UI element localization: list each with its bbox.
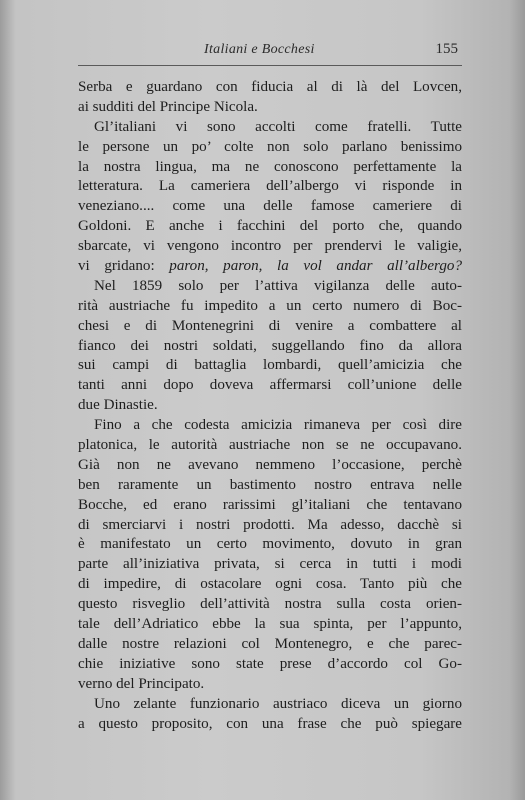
line-text: di smerciarvi i nostri prodotti. Ma adesso, dacchè si [78,516,462,533]
text-line [78,98,462,118]
line-text: la nostra lingua, ma ne conoscono perfettamente la [78,158,462,175]
line-text: Bocche, ed erano rarissimi gl’italiani che tentavano [78,496,462,513]
text-line [78,715,462,735]
text-line [78,675,462,695]
running-title: Italiani e Bocchesi [204,42,315,57]
text-line [78,655,462,675]
page-header [78,40,462,62]
line-text: letteratura. La cameriera dell’albergo vi risponde in [78,178,462,195]
text-line [78,356,462,376]
text-line [78,317,462,337]
line-text: veneziano.... come una delle famose cameriere di [78,198,462,215]
line-text: tanti anni dopo doveva affermarsi coll’unione delle [78,377,462,394]
text-line [78,197,462,217]
text-line [78,158,462,178]
text-line [78,535,462,555]
text-line [78,237,462,257]
text-line [78,138,462,158]
text-line [78,118,462,138]
line-text: ai sudditi del Principe Nicola. [78,98,258,115]
page-number: 155 [435,41,458,57]
text-line [78,376,462,396]
text-line [78,476,462,496]
line-text: vi gridano: [78,258,155,275]
line-text: chie iniziative sono state prese d’accordo col Go- [78,655,462,672]
line-text: Serba e guardano con fiducia al di là del Lovcen, [78,79,462,95]
text-line [78,555,462,575]
line-text: di impedire, di ostacolare ogni cosa. Tanto più che [78,576,462,593]
line-text: sbarcate, vi vengono incontro per prendervi le valigie, [78,238,462,255]
line-text: rità austriache fu impedito a un certo numero di Boc- [78,297,462,314]
text-line [78,257,462,277]
line-text: tale dell’Adriatico ebbe la sua spinta, per l’appunto, [78,616,462,633]
line-text: platonica, le autorità austriache non se ne occupavano. [78,437,462,454]
text-line [78,496,462,516]
text-line [78,635,462,655]
line-text: questo risveglio dell’attività nostra sulla costa orien- [78,596,462,613]
line-text: chesi e di Montenegrini di venire a combattere al [78,317,462,334]
line-text: Fino a che codesta amicizia rimaneva per così dire [94,417,462,434]
line-text: Nel 1859 solo per l’attiva vigilanza delle auto- [94,277,462,294]
text-line [78,337,462,357]
line-text: verno del Principato. [78,675,205,692]
text-line [78,516,462,536]
italic-phrase: paron, paron, la vol andar all’albergo? [169,258,462,275]
text-line [78,456,462,476]
text-line [78,78,462,98]
line-text: Gl’italiani vi sono accolti come fratelli. Tutte [94,118,462,135]
line-text: Già non ne avevano nemmeno l’occasione, perchè [78,456,462,473]
line-text: le persone un po’ colte non solo parlano benissimo [78,138,462,155]
text-line [78,217,462,237]
header-rule [78,65,462,66]
line-text: parte all’iniziativa privata, si cerca in tutti i modi [78,556,462,573]
line-text: ben raramente un bastimento nostro entrava nelle [78,476,462,493]
text-line [78,277,462,297]
line-text: dalle nostre relazioni col Montenegro, e che parec- [78,635,462,652]
line-text: Uno zelante funzionario austriaco diceva un giorno [94,695,462,712]
text-line [78,416,462,436]
line-text: sui campi di battaglia lombardi, quell’amicizia che [78,357,462,374]
text-line [78,297,462,317]
line-text: a questo proposito, con una frase che può spiegare [78,715,462,732]
text-line [78,615,462,635]
line-text: Goldoni. E anche i facchini del porto che, quando [78,218,462,235]
text-line [78,695,462,715]
text-line [78,177,462,197]
text-line [78,595,462,615]
line-text: è manifestato un certo movimento, dovuto in gran [78,536,462,553]
text-line [78,575,462,595]
line-text: due Dinastie. [78,397,158,414]
line-text: fianco dei nostri soldati, suggellando fino da allora [78,337,462,354]
text-line [78,436,462,456]
text-line [78,396,462,416]
body-text [78,78,462,734]
